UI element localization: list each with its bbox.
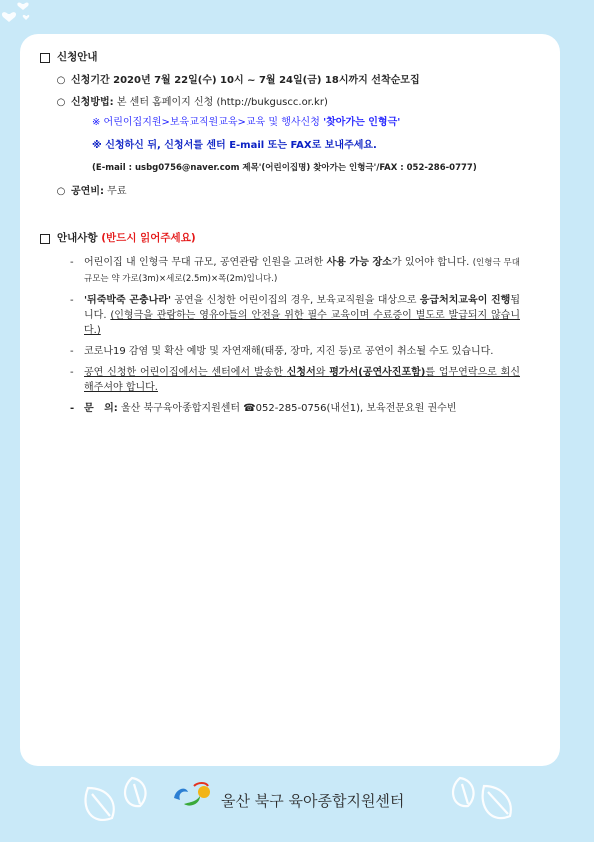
apply-method: 신청방법: 본 센터 홈페이지 신청 (http://bukguscc.or.kr): [71, 97, 328, 108]
notice-item: - 공연 신청한 어린이집에서는 센터에서 발송한 신청서와 평가서(공연사진포함)를 업무연락으로 회신해주셔야 합니다.: [70, 367, 520, 393]
apply-period: 신청기간 2020년 7월 22일(수) 10시 ~ 7월 24일(금) 18시까지 선착순모집: [71, 75, 420, 86]
inquiry-row: - 문 의: 울산 북구육아종합지원센터 ☎052-285-0756(내선1), 보육전문요원 권수빈: [70, 403, 457, 414]
hearts-decoration-icon: [0, 0, 40, 36]
apply-method-row: [40, 95, 520, 110]
notice-item: - '뒤죽박죽 곤충나라' 공연을 신청한 어린이집의 경우, 보육교직원을 대상으로 응급처치교육이 진행됩니다. (인형극을 관람하는 영유아들의 안전을 위한 필수 교육이며 수료증이 별도로 발급되지 않습니다.): [70, 295, 520, 336]
circle-bullet-icon: ○: [56, 97, 66, 108]
notice-item: - 코로나19 감염 및 확산 예방 및 자연재해(태풍, 장마, 지진 등)로 공연이 취소될 수도 있습니다.: [70, 346, 494, 357]
organization-name: 울산 북구 육아종합지원센터: [221, 792, 405, 810]
fee: 공연비: 무료: [71, 186, 127, 197]
apply-path: ※ 어린이집지원>보육교직원교육>교육 및 행사신청 '찾아가는 인형극': [92, 117, 401, 128]
section-apply-heading: 신청안내: [40, 50, 520, 65]
section-notice-heading: 안내사항 (반드시 읽어주세요): [40, 231, 520, 246]
circle-bullet-icon: ○: [56, 186, 66, 197]
contact-line: (E-mail : usbg0756@naver.com 제목'(어린이집명) 찾아가는 인형극'/FAX : 052-286-0777): [92, 163, 477, 173]
checkbox-square-icon: [40, 234, 50, 244]
fee-row: [40, 184, 520, 199]
center-logo-icon: [170, 780, 218, 810]
circle-bullet-icon: ○: [56, 75, 66, 86]
notice-item: - 어린이집 내 인형극 무대 규모, 공연관람 인원을 고려한 사용 가능 장소가 있어야 합니다. (인형극 무대 규모는 약 가로(3m)×세로(2.5m)×폭(2m)입니다.): [70, 257, 520, 284]
document-body: [40, 50, 520, 416]
apply-period-row: [40, 73, 520, 88]
submit-notice: ※ 신청하신 뒤, 신청서를 센터 E-mail 또는 FAX로 보내주세요.: [92, 140, 377, 151]
checkbox-square-icon: [40, 53, 50, 63]
